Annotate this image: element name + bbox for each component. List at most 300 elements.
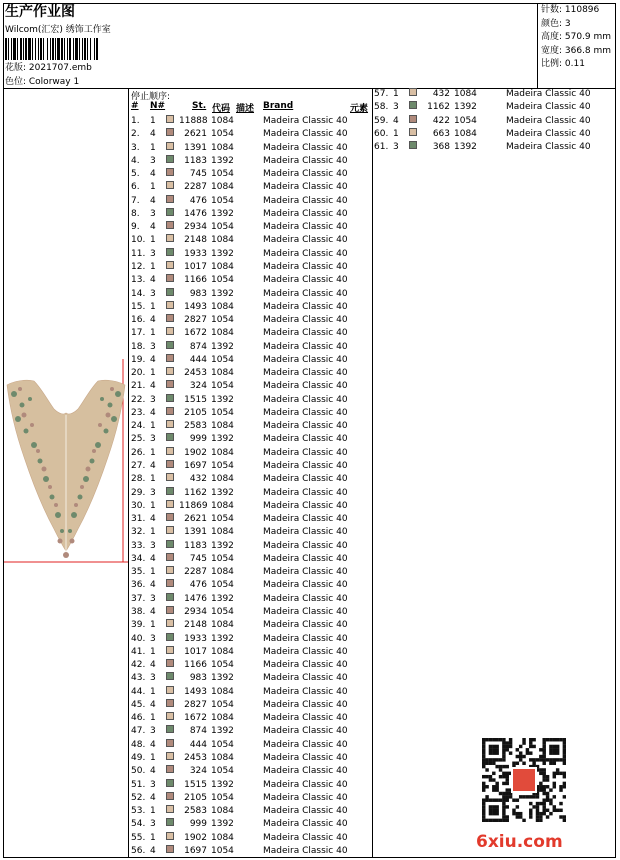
color-swatch [166, 341, 174, 349]
row-stitches: 1933 [184, 633, 207, 644]
row-brand: Madeira Classic 40 [263, 806, 348, 817]
row-index: 9. [131, 222, 140, 233]
row-stitches: 1017 [184, 261, 207, 272]
site-watermark: 6xiu.com [476, 832, 563, 852]
table-row [131, 500, 366, 513]
row-needle: 1 [150, 713, 156, 724]
table-row [131, 606, 366, 619]
color-swatch [166, 845, 174, 853]
row-code: 1054 [211, 129, 234, 140]
row-needle: 1 [150, 646, 156, 657]
row-stitches: 1183 [184, 155, 207, 166]
table-row [131, 779, 366, 792]
row-brand: Madeira Classic 40 [263, 553, 348, 564]
row-brand: Madeira Classic 40 [263, 514, 348, 525]
col-description-header: 描述 [236, 104, 255, 114]
divider [128, 88, 129, 858]
row-index: 25. [131, 434, 146, 445]
row-needle: 1 [150, 474, 156, 485]
table-row [131, 619, 366, 632]
row-brand: Madeira Classic 40 [263, 474, 348, 485]
row-brand: Madeira Classic 40 [263, 713, 348, 724]
row-needle: 4 [150, 699, 156, 710]
row-code: 1084 [211, 142, 234, 153]
row-index: 17. [131, 328, 146, 339]
row-stitches: 2287 [184, 567, 207, 578]
row-stitches: 2827 [184, 315, 207, 326]
table-row [131, 314, 366, 327]
table-row [131, 739, 366, 752]
row-index: 34. [131, 553, 146, 564]
row-stitches: 1493 [184, 686, 207, 697]
color-swatch [409, 141, 417, 149]
table-row [131, 672, 366, 685]
row-index: 41. [131, 646, 146, 657]
row-code: 1084 [211, 713, 234, 724]
row-code: 1084 [211, 806, 234, 817]
row-stitches: 999 [189, 434, 207, 445]
row-code: 1392 [211, 726, 234, 737]
row-index: 35. [131, 567, 146, 578]
design-height: 高度: 570.9 mm [541, 32, 612, 43]
row-needle: 4 [150, 195, 156, 206]
studio-name: Wilcom(汇宏) 绣饰工作室 [5, 25, 111, 35]
row-index: 24. [131, 421, 146, 432]
color-swatch [166, 142, 174, 150]
row-needle: 4 [150, 407, 156, 418]
row-index: 47. [131, 726, 146, 737]
row-brand: Madeira Classic 40 [263, 142, 348, 153]
table-row [131, 407, 366, 420]
row-brand: Madeira Classic 40 [263, 752, 348, 763]
row-stitches: 1697 [184, 845, 207, 856]
row-stitches: 2105 [184, 792, 207, 803]
row-brand: Madeira Classic 40 [506, 142, 591, 153]
row-index: 23. [131, 407, 146, 418]
row-index: 31. [131, 514, 146, 525]
row-needle: 3 [393, 142, 399, 153]
row-needle: 4 [150, 315, 156, 326]
row-needle: 1 [150, 328, 156, 339]
row-brand: Madeira Classic 40 [263, 328, 348, 339]
table-row [131, 433, 366, 446]
color-swatch [166, 394, 174, 402]
row-stitches: 1933 [184, 248, 207, 259]
row-brand: Madeira Classic 40 [506, 89, 591, 99]
row-stitches: 324 [189, 766, 207, 777]
table-row [131, 195, 366, 208]
row-needle: 1 [150, 182, 156, 193]
color-swatch [166, 420, 174, 428]
table-row [374, 88, 609, 101]
row-code: 1392 [211, 288, 234, 299]
row-code: 1054 [211, 514, 234, 525]
table-row [131, 394, 366, 407]
row-code: 1392 [211, 434, 234, 445]
row-stitches: 324 [189, 381, 207, 392]
row-code: 1054 [211, 222, 234, 233]
row-needle: 1 [150, 620, 156, 631]
row-index: 20. [131, 368, 146, 379]
row-index: 26. [131, 447, 146, 458]
row-code: 1054 [211, 315, 234, 326]
row-code: 1054 [211, 195, 234, 206]
row-brand: Madeira Classic 40 [263, 606, 348, 617]
row-needle: 3 [150, 726, 156, 737]
row-brand: Madeira Classic 40 [263, 739, 348, 750]
row-index: 38. [131, 606, 146, 617]
table-row [131, 341, 366, 354]
row-needle: 1 [150, 567, 156, 578]
row-code: 1054 [211, 660, 234, 671]
color-swatch [166, 579, 174, 587]
row-brand: Madeira Classic 40 [263, 116, 348, 126]
colorway: 色位: Colorway 1 [5, 77, 80, 87]
table-row [131, 460, 366, 473]
row-stitches: 1672 [184, 713, 207, 724]
row-stitches: 444 [189, 354, 207, 365]
row-stitches: 368 [432, 142, 450, 153]
row-index: 36. [131, 580, 146, 591]
row-needle: 4 [150, 381, 156, 392]
row-code: 1054 [211, 275, 234, 286]
table-row [131, 354, 366, 367]
row-brand: Madeira Classic 40 [263, 394, 348, 405]
row-index: 45. [131, 699, 146, 710]
row-needle: 4 [150, 461, 156, 472]
row-needle: 1 [150, 686, 156, 697]
row-brand: Madeira Classic 40 [263, 660, 348, 671]
row-index: 29. [131, 487, 146, 498]
row-code: 1054 [211, 461, 234, 472]
row-needle: 4 [150, 766, 156, 777]
color-swatch [166, 792, 174, 800]
color-count: 颜色: 3 [541, 18, 571, 29]
color-swatch [166, 301, 174, 309]
color-swatch [166, 354, 174, 362]
row-needle: 3 [150, 673, 156, 684]
row-needle: 4 [150, 129, 156, 140]
table-row [131, 712, 366, 725]
table-row [131, 142, 366, 155]
row-needle: 1 [150, 421, 156, 432]
row-index: 43. [131, 673, 146, 684]
row-index: 2. [131, 129, 140, 140]
row-code: 1084 [211, 620, 234, 631]
row-brand: Madeira Classic 40 [506, 102, 591, 113]
table-row [131, 699, 366, 712]
color-swatch [166, 274, 174, 282]
row-stitches: 874 [189, 341, 207, 352]
row-code: 1392 [211, 208, 234, 219]
row-stitches: 983 [189, 673, 207, 684]
color-swatch [409, 115, 417, 123]
table-row [131, 540, 366, 553]
row-brand: Madeira Classic 40 [263, 222, 348, 233]
table-row [131, 633, 366, 646]
table-row [131, 526, 366, 539]
color-swatch [166, 805, 174, 813]
table-row [131, 686, 366, 699]
row-brand: Madeira Classic 40 [263, 567, 348, 578]
row-brand: Madeira Classic 40 [263, 527, 348, 538]
row-index: 44. [131, 686, 146, 697]
color-swatch [166, 739, 174, 747]
row-index: 7. [131, 195, 140, 206]
row-stitches: 874 [189, 726, 207, 737]
color-swatch [409, 101, 417, 109]
table-row [131, 274, 366, 287]
stitch-count: 针数: 110896 [541, 5, 600, 15]
row-code: 1054 [211, 580, 234, 591]
row-needle: 3 [150, 633, 156, 644]
row-needle: 4 [150, 792, 156, 803]
row-stitches: 2148 [184, 235, 207, 246]
row-index: 5. [131, 169, 140, 180]
row-brand: Madeira Classic 40 [263, 726, 348, 737]
row-index: 56. [131, 845, 146, 856]
col-element-header: 元素 [350, 104, 369, 114]
row-index: 3. [131, 142, 140, 153]
table-row [131, 725, 366, 738]
row-brand: Madeira Classic 40 [263, 301, 348, 312]
color-swatch [166, 633, 174, 641]
table-row [131, 792, 366, 805]
row-code: 1084 [211, 500, 234, 511]
row-code: 1084 [211, 527, 234, 538]
row-stitches: 983 [189, 288, 207, 299]
color-swatch [166, 500, 174, 508]
row-index: 40. [131, 633, 146, 644]
table-row [131, 659, 366, 672]
color-swatch [166, 526, 174, 534]
row-needle: 3 [150, 155, 156, 166]
row-stitches: 476 [189, 195, 207, 206]
color-swatch [166, 155, 174, 163]
row-index: 32. [131, 527, 146, 538]
row-code: 1392 [211, 593, 234, 604]
row-stitches: 2827 [184, 699, 207, 710]
row-code: 1084 [211, 752, 234, 763]
row-code: 1084 [211, 261, 234, 272]
row-index: 27. [131, 461, 146, 472]
embroidery-preview [4, 89, 128, 857]
row-brand: Madeira Classic 40 [263, 434, 348, 445]
design-file: 花版: 2021707.emb [5, 63, 92, 73]
row-stitches: 2105 [184, 407, 207, 418]
row-stitches: 2934 [184, 606, 207, 617]
table-row [374, 128, 609, 141]
row-brand: Madeira Classic 40 [263, 845, 348, 856]
table-row [131, 752, 366, 765]
row-brand: Madeira Classic 40 [263, 261, 348, 272]
row-needle: 3 [150, 540, 156, 551]
row-stitches: 432 [432, 89, 450, 99]
row-index: 12. [131, 261, 146, 272]
row-code: 1054 [211, 407, 234, 418]
color-swatch [166, 473, 174, 481]
row-index: 58. [374, 102, 389, 113]
row-brand: Madeira Classic 40 [263, 288, 348, 299]
color-swatch [166, 288, 174, 296]
table-row [131, 155, 366, 168]
row-needle: 4 [150, 739, 156, 750]
color-swatch [166, 672, 174, 680]
col-needle-header: N# [150, 101, 166, 111]
table-row [131, 473, 366, 486]
color-swatch [166, 261, 174, 269]
color-swatch [409, 88, 417, 96]
row-brand: Madeira Classic 40 [263, 381, 348, 392]
table-row [131, 327, 366, 340]
row-needle: 3 [393, 102, 399, 113]
table-row [131, 553, 366, 566]
table-row [131, 566, 366, 579]
row-brand: Madeira Classic 40 [263, 447, 348, 458]
row-code: 1084 [211, 235, 234, 246]
row-index: 52. [131, 792, 146, 803]
row-stitches: 2583 [184, 806, 207, 817]
row-needle: 3 [150, 434, 156, 445]
color-swatch [166, 367, 174, 375]
row-stitches: 2583 [184, 421, 207, 432]
color-swatch [166, 234, 174, 242]
row-brand: Madeira Classic 40 [263, 540, 348, 551]
color-swatch [166, 765, 174, 773]
table-row [131, 420, 366, 433]
row-index: 19. [131, 354, 146, 365]
barcode [5, 38, 143, 60]
row-code: 1054 [211, 553, 234, 564]
design-width: 宽度: 366.8 mm [541, 45, 612, 56]
table-row [131, 447, 366, 460]
row-index: 11. [131, 248, 146, 259]
color-swatch [166, 380, 174, 388]
row-needle: 1 [150, 752, 156, 763]
row-index: 59. [374, 115, 389, 126]
row-brand: Madeira Classic 40 [263, 315, 348, 326]
row-stitches: 1391 [184, 527, 207, 538]
table-row [374, 115, 609, 128]
row-stitches: 422 [432, 115, 450, 126]
row-stitches: 1697 [184, 461, 207, 472]
color-swatch [166, 659, 174, 667]
row-index: 10. [131, 235, 146, 246]
row-brand: Madeira Classic 40 [506, 115, 591, 126]
table-row [131, 646, 366, 659]
divider [372, 88, 373, 858]
row-brand: Madeira Classic 40 [263, 169, 348, 180]
row-index: 18. [131, 341, 146, 352]
row-index: 30. [131, 500, 146, 511]
row-brand: Madeira Classic 40 [263, 407, 348, 418]
row-brand: Madeira Classic 40 [263, 792, 348, 803]
row-brand: Madeira Classic 40 [263, 593, 348, 604]
row-needle: 3 [150, 248, 156, 259]
row-needle: 3 [150, 593, 156, 604]
row-code: 1054 [211, 169, 234, 180]
row-brand: Madeira Classic 40 [263, 633, 348, 644]
row-code: 1084 [211, 301, 234, 312]
row-code: 1084 [211, 421, 234, 432]
row-stitches: 2453 [184, 752, 207, 763]
row-brand: Madeira Classic 40 [263, 248, 348, 259]
table-row [131, 765, 366, 778]
row-code: 1392 [211, 155, 234, 166]
row-index: 1. [131, 116, 140, 126]
row-code: 1054 [211, 739, 234, 750]
row-code: 1392 [211, 779, 234, 790]
color-swatch [166, 646, 174, 654]
color-swatch [166, 513, 174, 521]
color-swatch [166, 181, 174, 189]
row-code: 1084 [211, 832, 234, 843]
table-row [131, 367, 366, 380]
table-row [374, 101, 609, 114]
row-code: 1392 [211, 819, 234, 830]
row-needle: 1 [150, 142, 156, 153]
color-swatch [166, 208, 174, 216]
table-row [131, 845, 366, 858]
row-needle: 1 [150, 447, 156, 458]
row-stitches: 2621 [184, 129, 207, 140]
row-code: 1054 [454, 115, 477, 126]
row-index: 51. [131, 779, 146, 790]
row-stitches: 11888 [179, 116, 208, 126]
color-swatch [166, 195, 174, 203]
row-index: 49. [131, 752, 146, 763]
row-index: 42. [131, 660, 146, 671]
row-stitches: 2621 [184, 514, 207, 525]
row-brand: Madeira Classic 40 [263, 368, 348, 379]
row-needle: 1 [150, 116, 156, 126]
col-index-header: # [131, 101, 139, 111]
row-brand: Madeira Classic 40 [263, 779, 348, 790]
row-stitches: 2148 [184, 620, 207, 631]
row-index: 60. [374, 128, 389, 139]
row-code: 1084 [211, 116, 234, 126]
row-brand: Madeira Classic 40 [263, 673, 348, 684]
row-needle: 4 [150, 169, 156, 180]
row-needle: 4 [150, 660, 156, 671]
color-swatch [166, 593, 174, 601]
table-row [374, 141, 609, 154]
color-swatch [166, 752, 174, 760]
row-needle: 1 [150, 527, 156, 538]
row-needle: 3 [150, 819, 156, 830]
row-index: 22. [131, 394, 146, 405]
row-stitches: 999 [189, 819, 207, 830]
row-index: 55. [131, 832, 146, 843]
row-brand: Madeira Classic 40 [263, 646, 348, 657]
row-needle: 3 [150, 208, 156, 219]
row-code: 1054 [211, 606, 234, 617]
row-index: 33. [131, 540, 146, 551]
row-index: 4. [131, 155, 140, 166]
table-row [131, 128, 366, 141]
row-index: 39. [131, 620, 146, 631]
row-index: 15. [131, 301, 146, 312]
table-row [131, 487, 366, 500]
row-brand: Madeira Classic 40 [263, 195, 348, 206]
row-index: 37. [131, 593, 146, 604]
row-index: 13. [131, 275, 146, 286]
row-brand: Madeira Classic 40 [263, 341, 348, 352]
row-code: 1392 [211, 487, 234, 498]
row-needle: 1 [393, 89, 399, 99]
table-row [131, 832, 366, 845]
row-needle: 1 [150, 368, 156, 379]
